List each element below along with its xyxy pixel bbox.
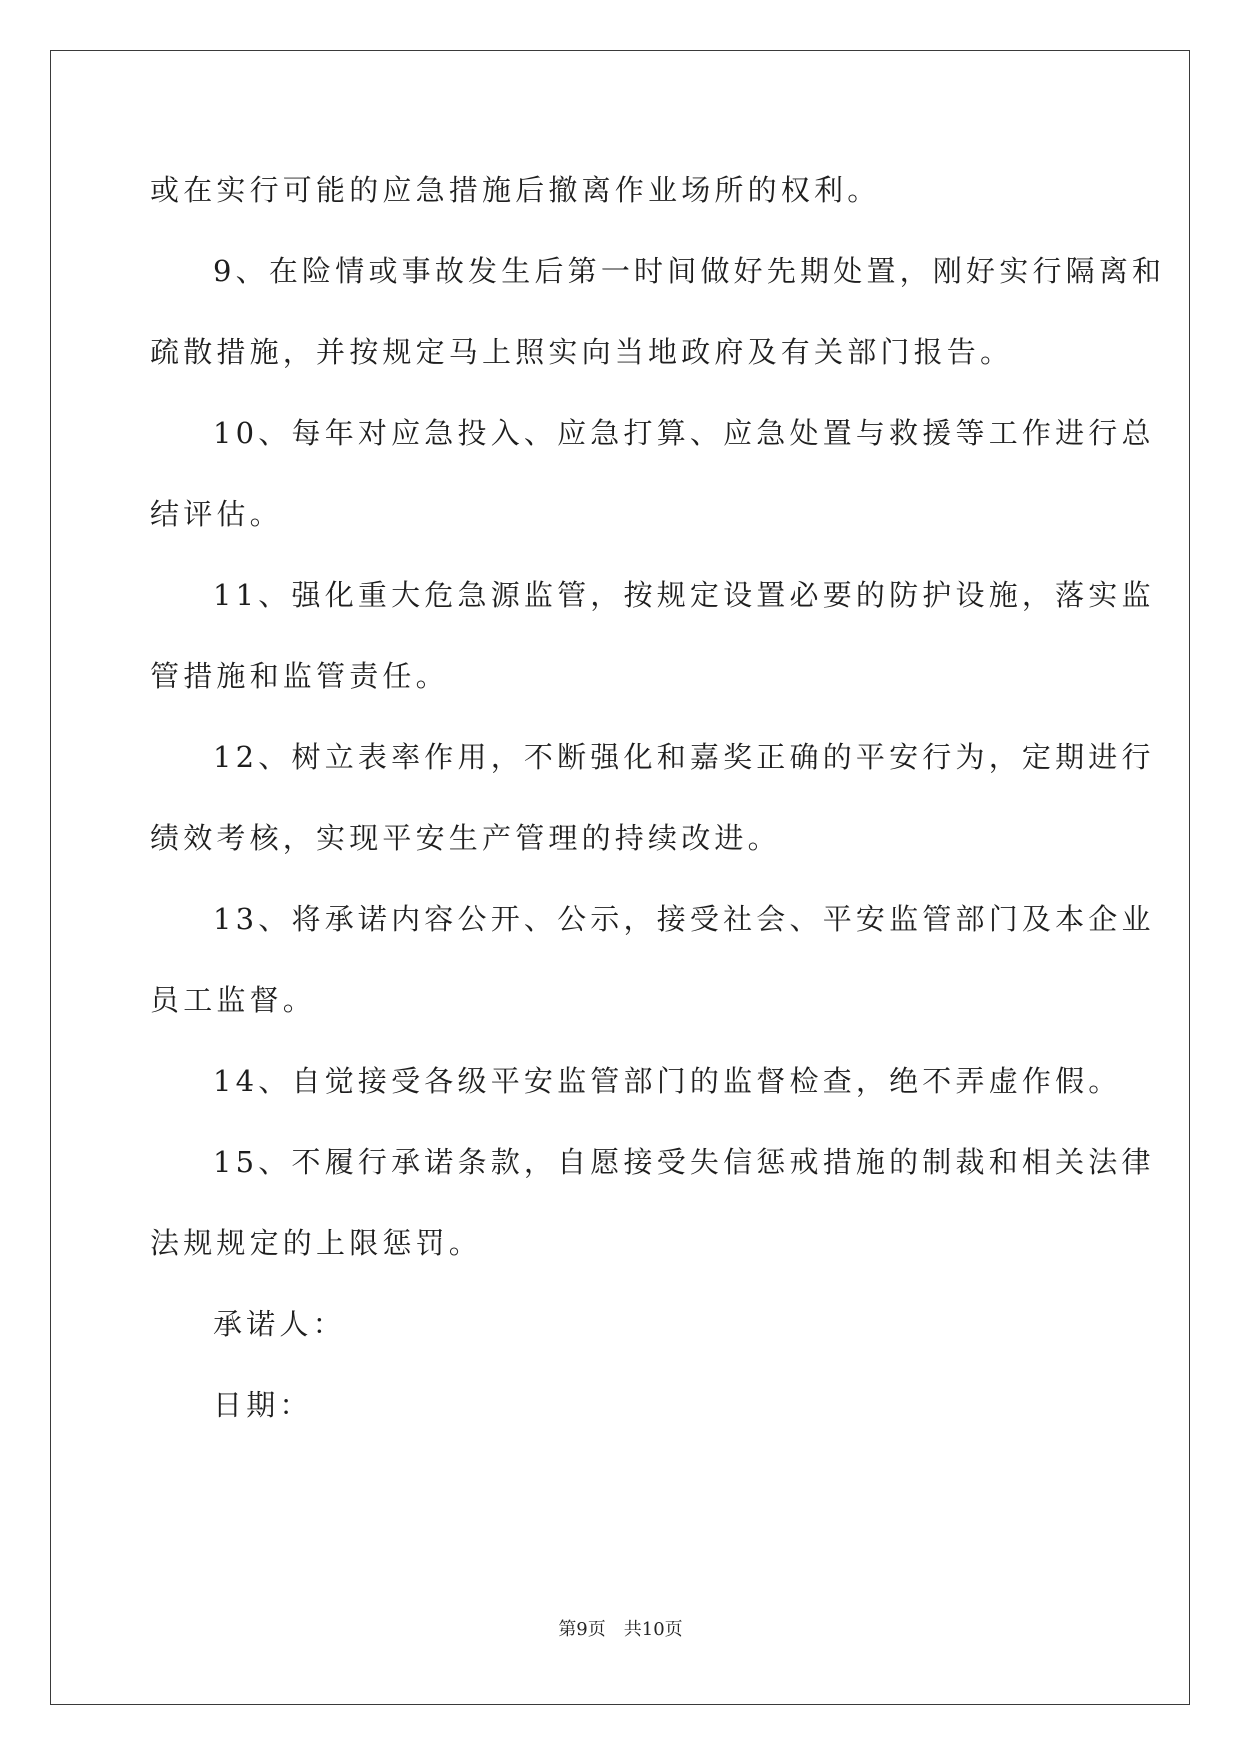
text-line: 日期： xyxy=(213,1388,313,1422)
text-line: 员工监督。 xyxy=(150,983,317,1017)
text-line: 管措施和监管责任。 xyxy=(150,659,449,693)
text-line: 9、在险情或事故发生后第一时间做好先期处置，刚好实行隔离和 xyxy=(213,254,1166,288)
text-line: 13、将承诺内容公开、公示，接受社会、平安监管部门及本企业 xyxy=(213,902,1155,936)
page-border xyxy=(50,50,1190,1705)
text-line: 或在实行可能的应急措施后撤离作业场所的权利。 xyxy=(150,173,881,207)
text-line: 15、不履行承诺条款，自愿接受失信惩戒措施的制裁和相关法律 xyxy=(213,1145,1155,1179)
text-line: 疏散措施，并按规定马上照实向当地政府及有关部门报告。 xyxy=(150,335,1014,369)
text-line: 承诺人： xyxy=(213,1307,346,1341)
text-line: 14、自觉接受各级平安监管部门的监督检查，绝不弄虚作假。 xyxy=(213,1064,1122,1098)
page-footer xyxy=(0,1615,1241,1641)
page-number: 第9页 xyxy=(558,1619,606,1640)
text-line: 结评估。 xyxy=(150,497,283,531)
text-line: 绩效考核，实现平安生产管理的持续改进。 xyxy=(150,821,781,855)
total-pages: 共10页 xyxy=(623,1619,683,1640)
text-line: 法规规定的上限惩罚。 xyxy=(150,1226,483,1260)
text-line: 10、每年对应急投入、应急打算、应急处置与救援等工作进行总 xyxy=(213,416,1155,450)
text-line: 11、强化重大危急源监管，按规定设置必要的防护设施，落实监 xyxy=(213,578,1155,612)
text-line: 12、树立表率作用，不断强化和嘉奖正确的平安行为，定期进行 xyxy=(213,740,1155,774)
